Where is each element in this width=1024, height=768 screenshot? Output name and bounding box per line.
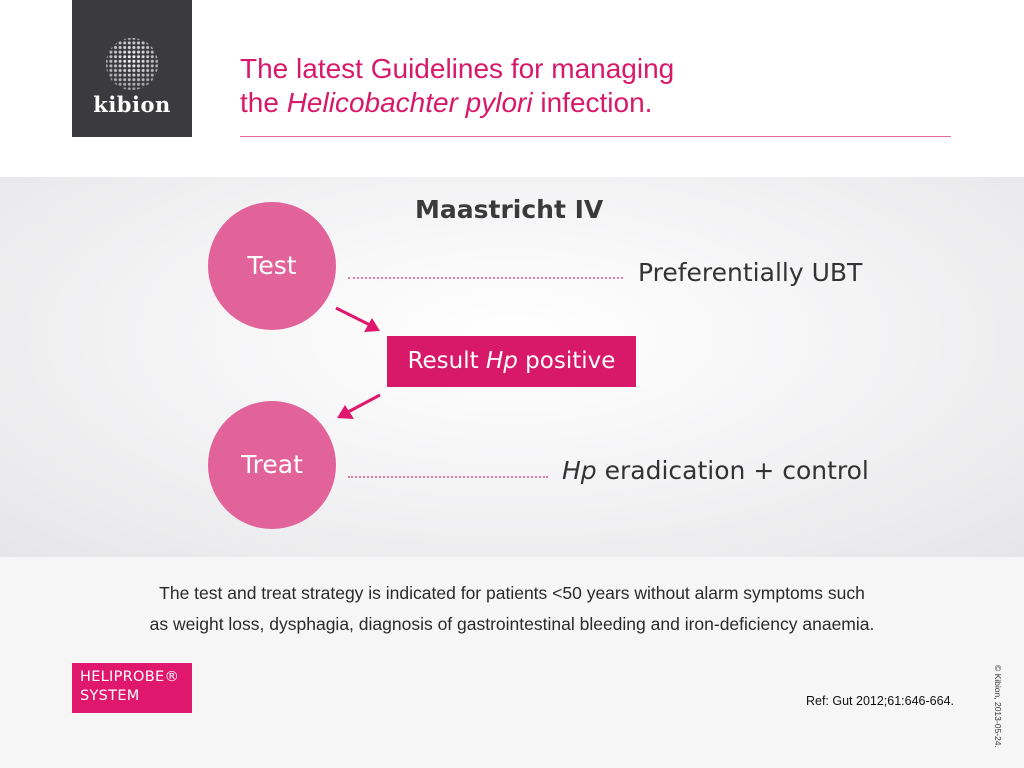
treat-circle-label: Treat — [241, 450, 303, 479]
test-circle-label: Test — [247, 251, 297, 280]
treat-desc-suffix: eradication + control — [596, 456, 869, 485]
badge-line-2: SYSTEM — [80, 688, 140, 704]
arrow-to-treat-icon — [334, 392, 384, 422]
title-line-2-suffix: infection. — [532, 87, 653, 118]
test-connector-line — [348, 277, 623, 279]
page-title — [240, 52, 674, 120]
badge-line-1: HELIPROBE® — [80, 669, 180, 685]
strategy-description — [60, 578, 964, 640]
title-divider — [240, 136, 951, 137]
result-prefix: Result — [407, 348, 486, 374]
diagram-heading: Maastricht IV — [415, 195, 604, 224]
treat-circle — [208, 401, 336, 529]
globe-icon — [104, 36, 160, 92]
title-line-2 — [240, 86, 674, 120]
heliprobe-system-logo — [72, 663, 192, 713]
body-line-2: as weight loss, dysphagia, diagnosis of gastrointestinal bleeding and iron-deficiency anaemia. — [149, 614, 875, 634]
title-line-1: The latest Guidelines for managing — [240, 53, 675, 84]
treat-description — [562, 456, 869, 485]
kibion-logo — [72, 0, 192, 137]
result-hp-positive-box — [387, 336, 636, 387]
test-description: Preferentially UBT — [638, 258, 863, 287]
reference-text: Ref: Gut 2012;61:646-664. — [805, 694, 954, 708]
treat-connector-line — [348, 476, 548, 478]
title-line-2-prefix: the — [240, 87, 287, 118]
title-line-2-italic: Helicobachter pylori — [286, 87, 533, 118]
result-suffix: positive — [517, 348, 616, 374]
body-line-1: The test and treat strategy is indicated for patients <50 years without alarm symptoms such — [159, 583, 865, 603]
logo-wordmark: kibion — [93, 92, 171, 117]
arrow-to-result-icon — [334, 305, 384, 335]
copyright-text: © Kibion, 2013-05-24. — [993, 665, 1003, 748]
result-italic: Hp — [485, 348, 518, 374]
test-circle — [208, 202, 336, 330]
treat-desc-italic: Hp — [562, 456, 597, 485]
